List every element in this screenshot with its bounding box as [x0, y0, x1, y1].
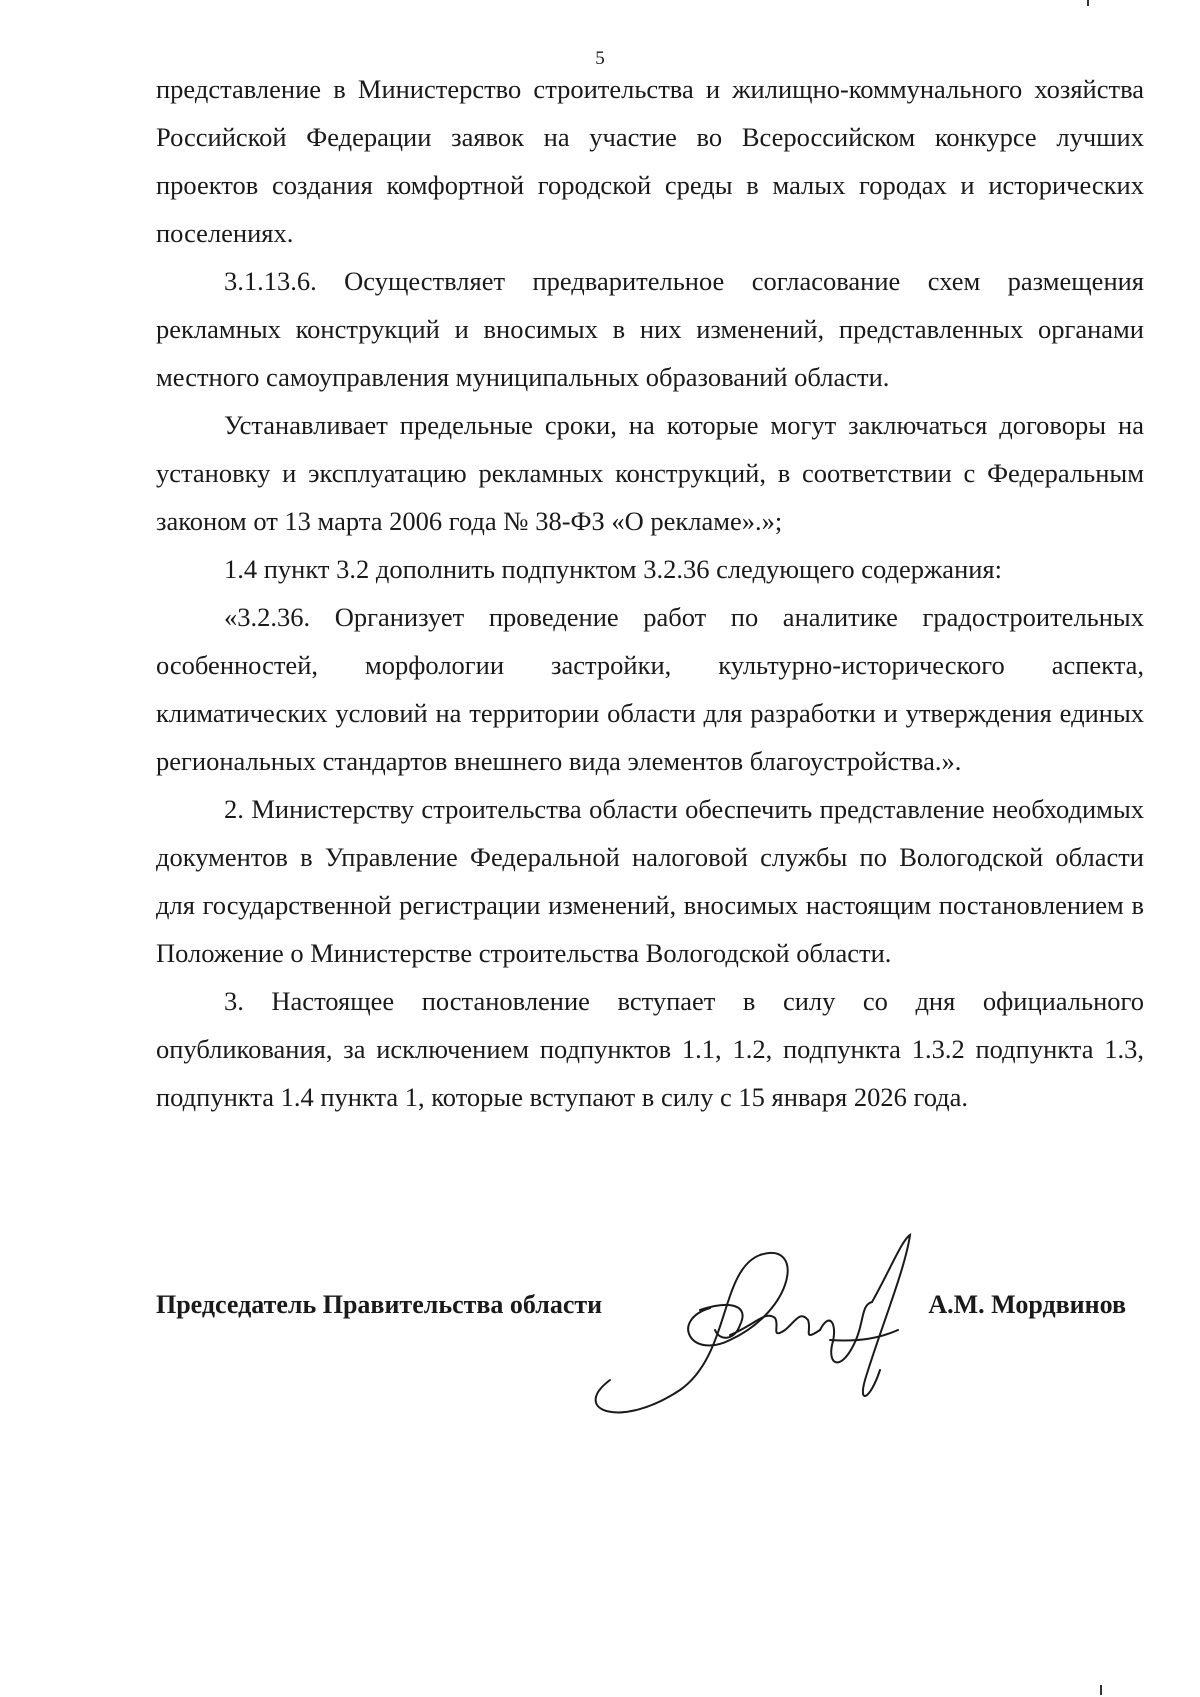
paragraph-3-2-36: «3.2.36. Организует проведение работ по аналитике градостроительных особенностей, морфологии застройки, культурно-исторического аспекта, климатических условий на территории области для разработки и утверждения единых региональных стандартов внешнего вида элементов благоустройства.». [156, 602, 1144, 776]
signatory-name: А.М. Мордвинов [928, 1290, 1126, 1319]
paragraph-deadlines: Устанавливает предельные сроки, на которые могут заключаться договоры на установку и эксплуатацию рекламных конструкций, в соответствии с Федеральным законом от 13 марта 2006 года № 38-ФЗ «О рекламе».»; [156, 410, 1144, 536]
signatory-title: Председатель Правительства области [156, 1290, 603, 1319]
scan-artifact [1087, 0, 1089, 6]
page-number: 5 [595, 48, 605, 69]
paragraph-3-1-13-6: 3.1.13.6. Осуществляет предварительное согласование схем размещения рекламных конструкций и вносимых в них изменений, представленных органами местного самоуправления муниципальных образований области. [156, 266, 1144, 392]
paragraph-2: 2. Министерству строительства области обеспечить представление необходимых документов в Управление Федеральной налоговой службы по Вологодской области для государственной регистрации изменений, вносимых настоящим постановлением в Положение о Министерстве строительства Вологодской области. [156, 794, 1144, 968]
document-body [156, 65, 1144, 1121]
paragraph-continuation: представление в Министерство строительства и жилищно-коммунального хозяйства Российской Федерации заявок на участие во Всероссийском конкурсе лучших проектов создания комфортной городской среды в малых городах и исторических поселениях. [156, 74, 1144, 248]
handwritten-signature [580, 1230, 960, 1430]
paragraph-3: 3. Настоящее постановление вступает в силу со дня официального опубликования, за исключением подпунктов 1.1, 1.2, подпункта 1.3.2 подпункта 1.3, подпункта 1.4 пункта 1, которые вступают в силу с 15 января 2026 года. [156, 986, 1144, 1112]
paragraph-1-4: 1.4 пункт 3.2 дополнить подпунктом 3.2.36 следующего содержания: [224, 554, 1002, 584]
scan-artifact [1100, 1685, 1102, 1695]
